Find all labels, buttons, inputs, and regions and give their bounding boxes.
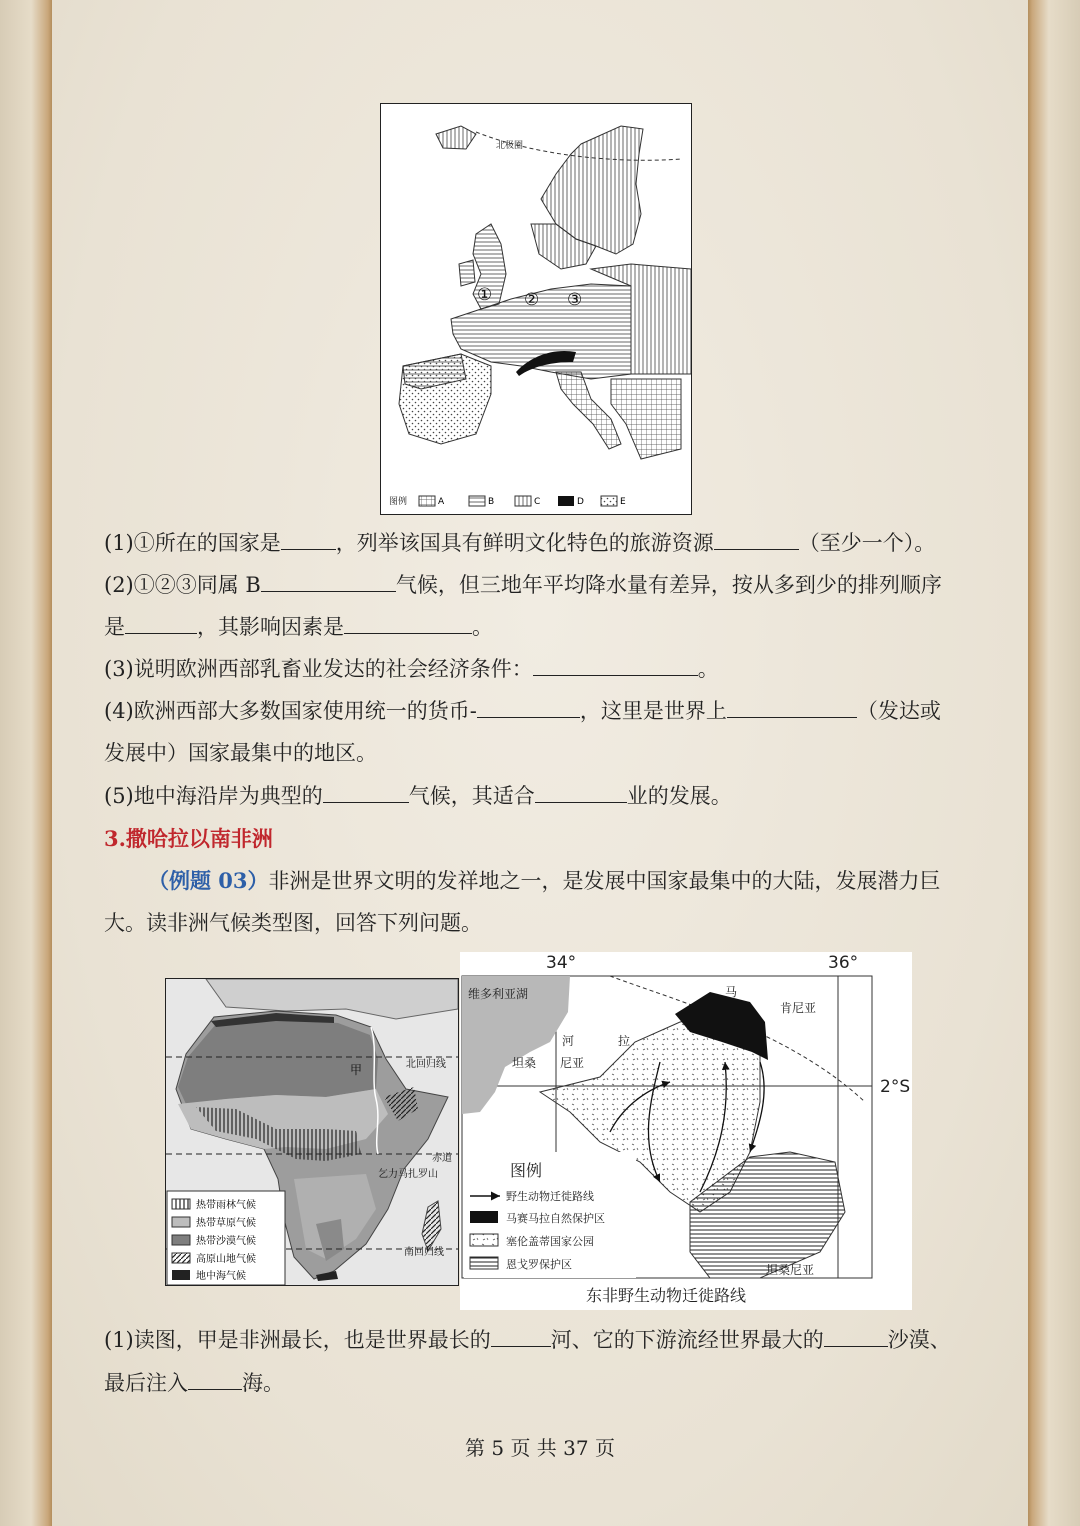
question-5 <box>104 775 964 817</box>
q4-text-d: 发展中）国家最集中的地区。 <box>104 741 377 765</box>
question-2-cont <box>104 606 964 648</box>
aq1-text-b: 河、它的下游流经世界最大的 <box>550 1328 824 1352</box>
q4-text-a: (4)欧洲西部大多数国家使用统一的货币- <box>104 699 477 723</box>
q2-text-d: ，其影响因素是 <box>197 615 344 639</box>
marker-3: ③ <box>567 290 583 310</box>
q5-text-b: 气候，其适合 <box>408 784 535 808</box>
label-equator: 赤道 <box>432 1153 452 1164</box>
label-tropic-north: 北回归线 <box>406 1059 446 1070</box>
right-border-decoration <box>1028 0 1080 1526</box>
legend-swatch-c <box>515 496 531 506</box>
section-title: 3.撒哈拉以南非洲 <box>104 826 273 851</box>
legend-label-a: A <box>438 497 445 507</box>
europe-climate-map <box>380 103 692 515</box>
q2-text-c: 是 <box>104 615 125 639</box>
label-tropic-south: 南回归线 <box>404 1247 444 1258</box>
legend-label-e: E <box>620 497 626 507</box>
africa-legend-mediterranean: 地中海气候 <box>196 1271 246 1282</box>
question-4-cont <box>104 732 964 774</box>
east-africa-migration-map <box>460 952 912 1310</box>
legend-swatch-a <box>419 496 435 506</box>
aq1-blank-1[interactable] <box>491 1324 551 1347</box>
marker-1: ① <box>477 285 493 305</box>
example-intro-a: 非洲是世界文明的发祥地之一，是发展中国家最集中的大陆，发展潜力巨 <box>268 869 941 893</box>
aq1-text-e: 海。 <box>242 1371 284 1395</box>
q5-blank-2[interactable] <box>535 780 627 803</box>
legend-masai-mara: 马赛马拉自然保护区 <box>506 1212 605 1225</box>
question-2 <box>104 564 964 606</box>
lon-34: 34° <box>546 953 577 973</box>
example-tag: （例题 03） <box>148 868 269 893</box>
q2-blank-1[interactable] <box>261 569 396 592</box>
arctic-circle-label: 北极圈 <box>496 141 524 151</box>
left-border-decoration <box>0 0 52 1526</box>
q1-blank-2[interactable] <box>714 527 799 550</box>
africa-legend-savanna: 热带草原气候 <box>196 1218 256 1229</box>
label-kenya: 肯尼亚 <box>780 1001 817 1015</box>
legend-ngorongoro: 恩戈罗保护区 <box>506 1258 572 1271</box>
q2-blank-2[interactable] <box>125 611 197 634</box>
europe-map-graphic <box>381 104 691 514</box>
label-kilimanjaro: 乞力马扎罗山 <box>378 1169 438 1180</box>
lat-2s: 2°S <box>880 1077 911 1097</box>
aq1-text-a: (1)读图，甲是非洲最长，也是世界最长的 <box>104 1328 491 1352</box>
lon-36: 36° <box>828 953 859 973</box>
label-tanzania-2: 坦桑尼亚 <box>766 1263 815 1277</box>
label-tanzania-1: 坦桑 <box>512 1056 537 1070</box>
legend-label-b: B <box>488 497 495 507</box>
q4-blank-2[interactable] <box>727 695 857 718</box>
example-intro <box>104 860 964 902</box>
legend-label-d: D <box>577 497 584 507</box>
europe-legend-title: 图例 <box>389 497 408 507</box>
legend-swatch-d <box>558 496 574 506</box>
q2-text-a: (2)①②③同属 B <box>104 573 261 597</box>
east-africa-caption: 东非野生动物迁徙路线 <box>586 1286 747 1305</box>
label-la: 拉 <box>618 1034 631 1048</box>
africa-question-1 <box>104 1319 964 1361</box>
label-niya: 尼亚 <box>560 1056 585 1070</box>
q2-blank-3[interactable] <box>344 611 472 634</box>
q3-text-a: (3)说明欧洲西部乳畜业发达的社会经济条件： <box>104 657 533 681</box>
q1-blank-1[interactable] <box>281 527 336 550</box>
africa-legend-rainforest: 热带雨林气候 <box>196 1200 256 1211</box>
example-intro-cont: 大。读非洲气候类型图，回答下列问题。 <box>104 911 482 935</box>
q2-text-e: 。 <box>472 615 493 639</box>
legend-migration-route: 野生动物迁徙路线 <box>506 1190 594 1203</box>
page-number-footer: 第 5 页 共 37 页 <box>465 1436 615 1460</box>
q4-text-c: （发达或 <box>856 699 941 723</box>
label-ma: 马 <box>725 985 738 999</box>
legend-swatch-e <box>601 496 617 506</box>
africa-climate-map <box>165 978 459 1286</box>
q4-blank-1[interactable] <box>477 695 580 718</box>
legend-serengeti: 塞伦盖蒂国家公园 <box>506 1235 594 1248</box>
q3-text-b: 。 <box>697 657 719 681</box>
q5-blank-1[interactable] <box>323 780 409 803</box>
aq1-blank-3[interactable] <box>188 1367 242 1390</box>
q1-text-c: （至少一个）。 <box>798 531 936 555</box>
label-he: 河 <box>562 1034 575 1048</box>
east-africa-map-graphic <box>460 952 912 1310</box>
africa-legend-desert: 热带沙漠气候 <box>196 1236 256 1247</box>
q2-text-b: 气候，但三地年平均降水量有差异，按从多到少的排列顺序 <box>395 573 942 597</box>
africa-map-graphic <box>166 979 458 1285</box>
question-1 <box>104 522 964 564</box>
question-3 <box>104 648 964 690</box>
q5-text-c: 业的发展。 <box>626 784 732 808</box>
q1-text-a: (1)①所在的国家是 <box>104 531 281 555</box>
q1-text-b: ，列举该国具有鲜明文化特色的旅游资源 <box>335 531 714 555</box>
africa-question-1-cont <box>104 1362 964 1404</box>
q3-blank[interactable] <box>533 653 698 676</box>
q4-text-b: ，这里是世界上 <box>579 699 727 723</box>
legend-label-c: C <box>534 497 541 507</box>
q5-text-a: (5)地中海沿岸为典型的 <box>104 784 323 808</box>
marker-2: ② <box>524 290 540 310</box>
question-4 <box>104 690 964 732</box>
aq1-text-c: 沙漠、 <box>887 1328 951 1352</box>
aq1-blank-2[interactable] <box>824 1324 888 1347</box>
lake-victoria-label: 维多利亚湖 <box>468 987 529 1001</box>
aq1-text-d: 最后注入 <box>104 1371 188 1395</box>
label-jia: 甲 <box>350 1063 363 1077</box>
east-africa-legend-title: 图例 <box>510 1161 543 1180</box>
africa-legend-highland: 高原山地气候 <box>196 1254 256 1265</box>
legend-swatch-b <box>469 496 485 506</box>
